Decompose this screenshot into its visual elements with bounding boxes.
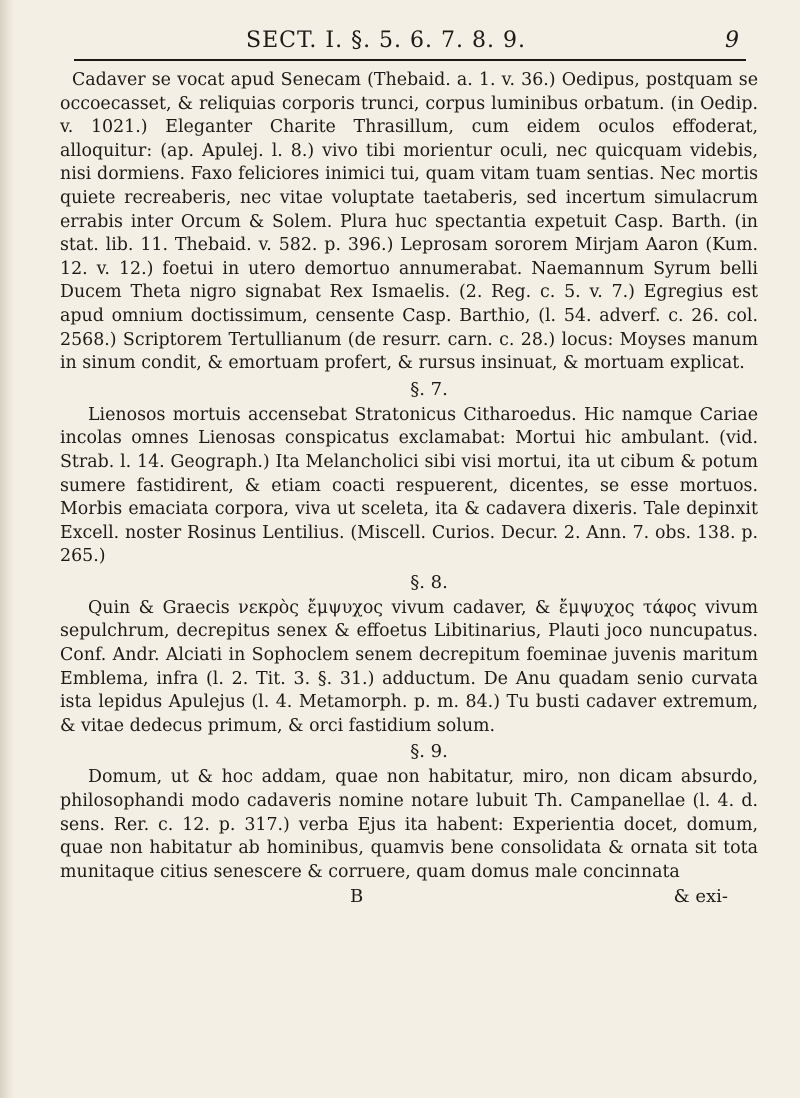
paragraph-domum: Domum, ut & hoc addam, quae non habitatur, miro, non dicam absurdo, philosophandi modo cadaveris nomine notare lubuit Th. Campanellae (l. 4. d. sens. Rer. c. 12. p. 317.) verba Ejus ita habent: Experientia docet, domum, quae non habitatur ab hominibus, quamvis bene consolidata & ornata sit tota munitaque citius senescere & corruere, quam domus male concinnata [60, 767, 758, 882]
binding-gutter [0, 0, 14, 1098]
section-mark-8: §. 8. [410, 571, 448, 593]
section-mark-7: §. 7. [410, 378, 448, 400]
catchword: & exi- [673, 886, 728, 908]
paragraph-graecis: Quin & Graecis νεκρὸς ἔμψυχος vivum cadaver, & ἔμψυχος τάφος vivum sepulchrum, decrepitus senex & effoetus Libitinarius, Plauti joco nuncupatus. Conf. Andr. Alciati in Sophoclem senem decrepitum foeminae juvenis maritum Emblema, infra (l. 2. Tit. 3. §. 31.) adductum. De Anu quadam senio curvata ista lepidus Apulejus (l. 4. Metamorph. p. m. 84.) Tu busti cadaver extremum, & vitae dedecus primum, & orci fastidium solum. [60, 597, 758, 736]
paragraph-lienosos: Lienosos mortuis accensebat Stratonicus Citharoedus. Hic namque Cariae incolas omnes Lienosas conspicatus exclamabat: Mortui hic ambulant. (vid. Strab. l. 14. Geograph.) Ita Melancholici sibi visi mortui, ita ut cibum & potum sumere fastidirent, & etiam coacti respuerent, dicentes, se esse mortuos. Morbis emaciata corpora, viva ut sceleta, ita & cadavera dixeris. Tale depinxit Excell. noster Rosinus Lentilius. (Miscell. Curios. Decur. 2. Ann. 7. obs. 138. p. 265.) [60, 404, 758, 567]
page-body [50, 69, 758, 907]
section-mark-9: §. 9. [410, 741, 448, 763]
running-header [50, 28, 758, 53]
signature-mark: B [350, 886, 364, 908]
section-heading: SECT. I. §. 5. 6. 7. 8. 9. [246, 28, 526, 53]
page-number: 9 [725, 28, 740, 53]
page-footer [60, 886, 758, 907]
paragraph-cadaver: Cadaver se vocat apud Senecam (Thebaid. a. 1. v. 36.) Oedipus, postquam se occoecasset, & reliquias corporis trunci, corpus luminibus orbatum. (in Oedip. v. 1021.) Eleganter Charite Thrasillum, cum eidem oculos effoderat, alloquitur: (ap. Apulej. l. 8.) vivo tibi morientur oculi, nec quicquam videbis, nisi dormiens. Faxo feliciores inimici tui, quam vitam tuam sentias. Nec mortis quiete recreaberis, nec vitae voluptate taetaberis, sed incertum simulacrum errabis inter Orcum & Solem. Plura huc spectantia expetuit Casp. Barth. (in stat. lib. 11. Thebaid. v. 582. p. 396.) Leprosam sororem Mirjam Aaron (Kum. 12. v. 12.) foetui in utero demortuo annumerabat. Naemannum Syrum belli Ducem Theta nigro signabat Rex Ismaelis. (2. Reg. c. 5. v. 7.) Egregius est apud omnium doctissimum, censente Casp. Barthio, (l. 54. adverf. c. 26. col. 2568.) Scriptorem Tertullianum (de resurr. carn. c. 28.) locus: Moyses manum in sinum condit, & emortuam profert, & rursus insinuat, & mortuam explicat. [60, 70, 758, 374]
header-rule [74, 59, 746, 61]
